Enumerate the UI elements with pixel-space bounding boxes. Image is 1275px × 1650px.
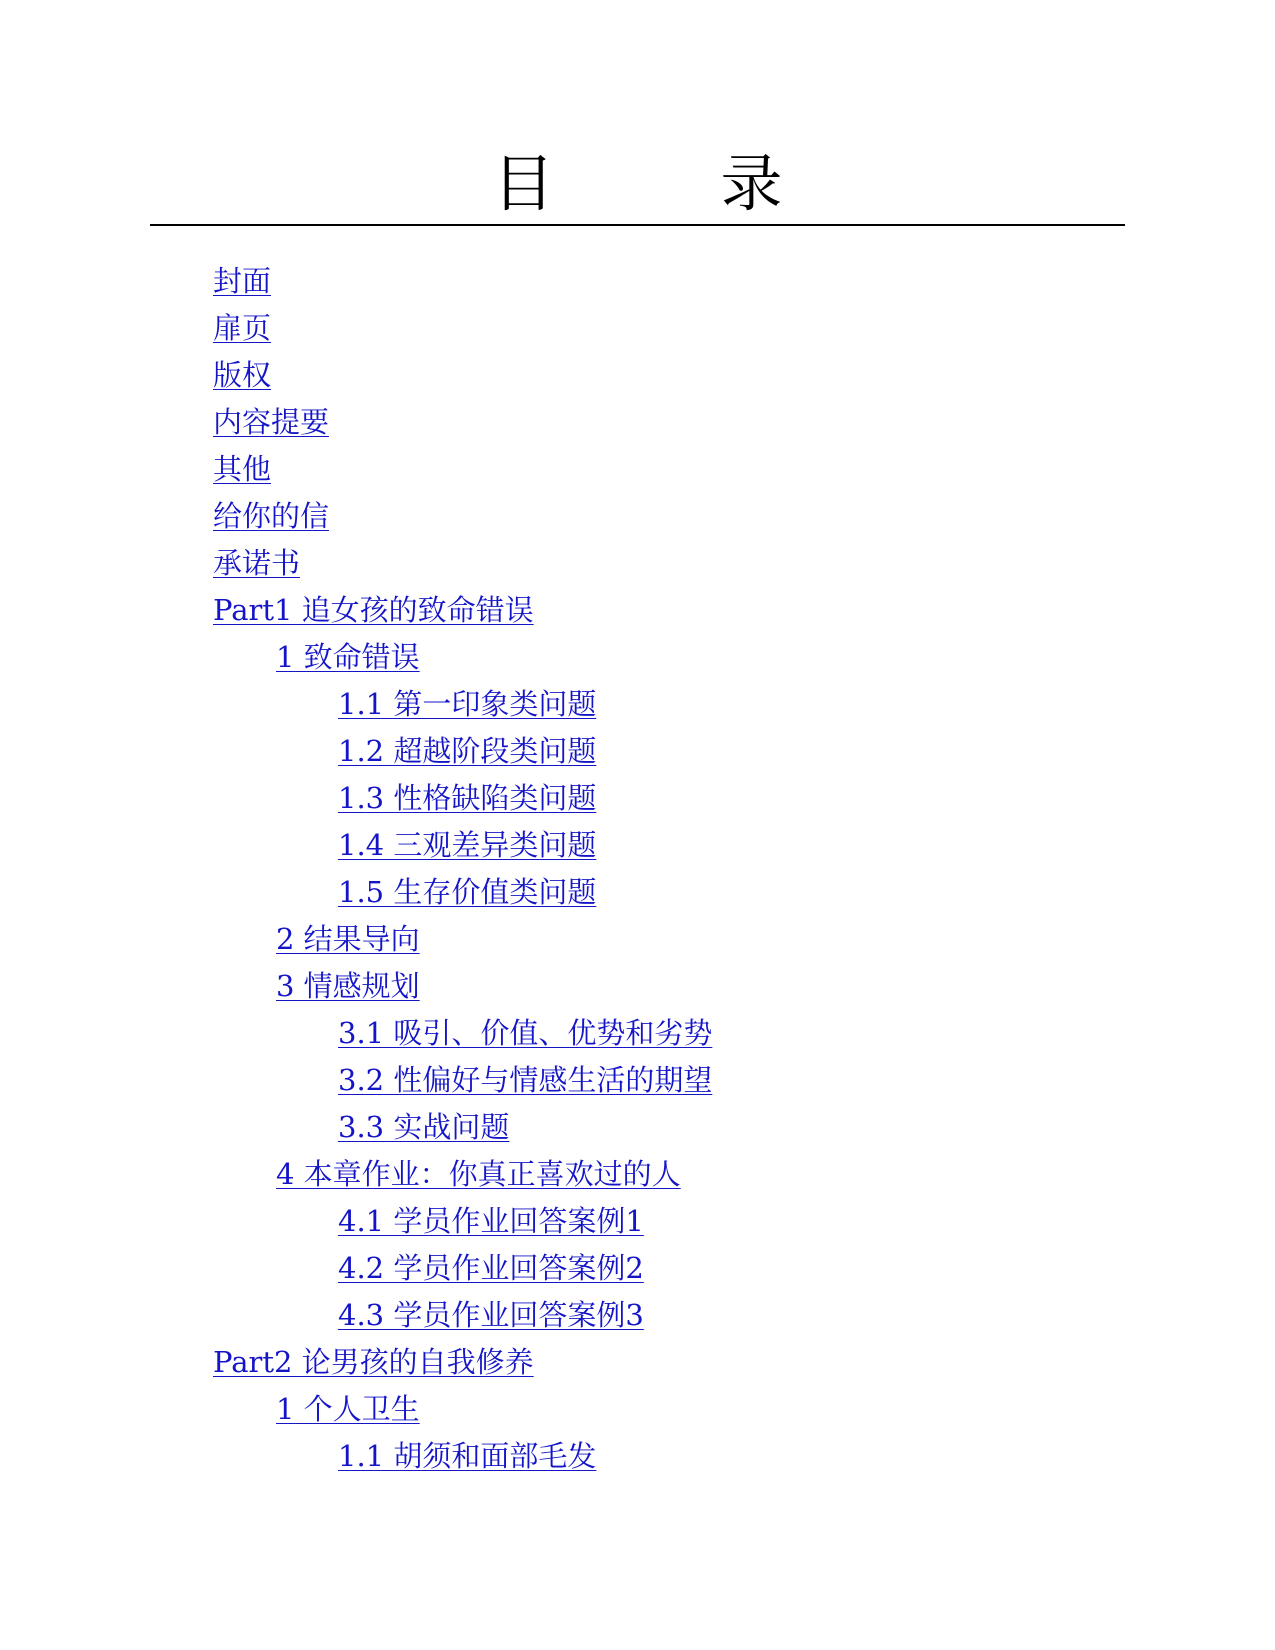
toc-link[interactable]: 内容提要	[213, 405, 330, 439]
toc-entry	[0, 1104, 1275, 1151]
toc-link[interactable]: 3.1 吸引、价值、优势和劣势	[338, 1016, 713, 1050]
toc-link[interactable]: 3.3 实战问题	[338, 1110, 510, 1144]
toc-entry	[0, 1245, 1275, 1292]
toc-title: 目 录	[492, 147, 835, 220]
toc-entry	[0, 1198, 1275, 1245]
toc-entry	[0, 681, 1275, 728]
toc-link[interactable]: 1.1 胡须和面部毛发	[338, 1439, 597, 1473]
toc-link[interactable]: 1.4 三观差异类问题	[338, 828, 597, 862]
toc-link[interactable]: 4.3 学员作业回答案例3	[338, 1298, 644, 1332]
toc-list	[0, 258, 1275, 1480]
toc-entry	[0, 258, 1275, 305]
toc-link[interactable]: 4 本章作业：你真正喜欢过的人	[276, 1157, 681, 1191]
toc-link[interactable]: 4.2 学员作业回答案例2	[338, 1251, 644, 1285]
toc-link[interactable]: 其他	[213, 452, 272, 486]
toc-entry	[0, 399, 1275, 446]
toc-link[interactable]: 3.2 性偏好与情感生活的期望	[338, 1063, 713, 1097]
toc-entry	[0, 587, 1275, 634]
toc-entry	[0, 869, 1275, 916]
toc-entry	[0, 1433, 1275, 1480]
toc-entry	[0, 1010, 1275, 1057]
toc-entry	[0, 352, 1275, 399]
toc-link[interactable]: 3 情感规划	[276, 969, 420, 1003]
toc-entry	[0, 493, 1275, 540]
toc-entry	[0, 822, 1275, 869]
toc-entry	[0, 540, 1275, 587]
toc-entry	[0, 1292, 1275, 1339]
toc-entry	[0, 1151, 1275, 1198]
toc-link[interactable]: 1.2 超越阶段类问题	[338, 734, 597, 768]
toc-link[interactable]: 版权	[213, 358, 272, 392]
toc-link[interactable]: 1.5 生存价值类问题	[338, 875, 597, 909]
toc-link[interactable]: Part1 追女孩的致命错误	[213, 593, 534, 627]
toc-link[interactable]: 1.3 性格缺陷类问题	[338, 781, 597, 815]
toc-entry	[0, 305, 1275, 352]
toc-link[interactable]: 1 个人卫生	[276, 1392, 420, 1426]
toc-link[interactable]: 给你的信	[213, 499, 330, 533]
toc-entry	[0, 963, 1275, 1010]
title-divider	[150, 224, 1125, 226]
toc-entry	[0, 634, 1275, 681]
toc-link[interactable]: 封面	[213, 264, 272, 298]
toc-entry	[0, 916, 1275, 963]
toc-entry	[0, 728, 1275, 775]
toc-entry	[0, 1339, 1275, 1386]
toc-entry	[0, 1057, 1275, 1104]
toc-link[interactable]: 2 结果导向	[276, 922, 420, 956]
toc-link[interactable]: 4.1 学员作业回答案例1	[338, 1204, 644, 1238]
toc-link[interactable]: 1 致命错误	[276, 640, 420, 674]
toc-link[interactable]: 扉页	[213, 311, 272, 345]
toc-entry	[0, 446, 1275, 493]
toc-link[interactable]: 承诺书	[213, 546, 301, 580]
toc-link[interactable]: Part2 论男孩的自我修养	[213, 1345, 534, 1379]
toc-link[interactable]: 1.1 第一印象类问题	[338, 687, 597, 721]
toc-entry	[0, 1386, 1275, 1433]
toc-entry	[0, 775, 1275, 822]
